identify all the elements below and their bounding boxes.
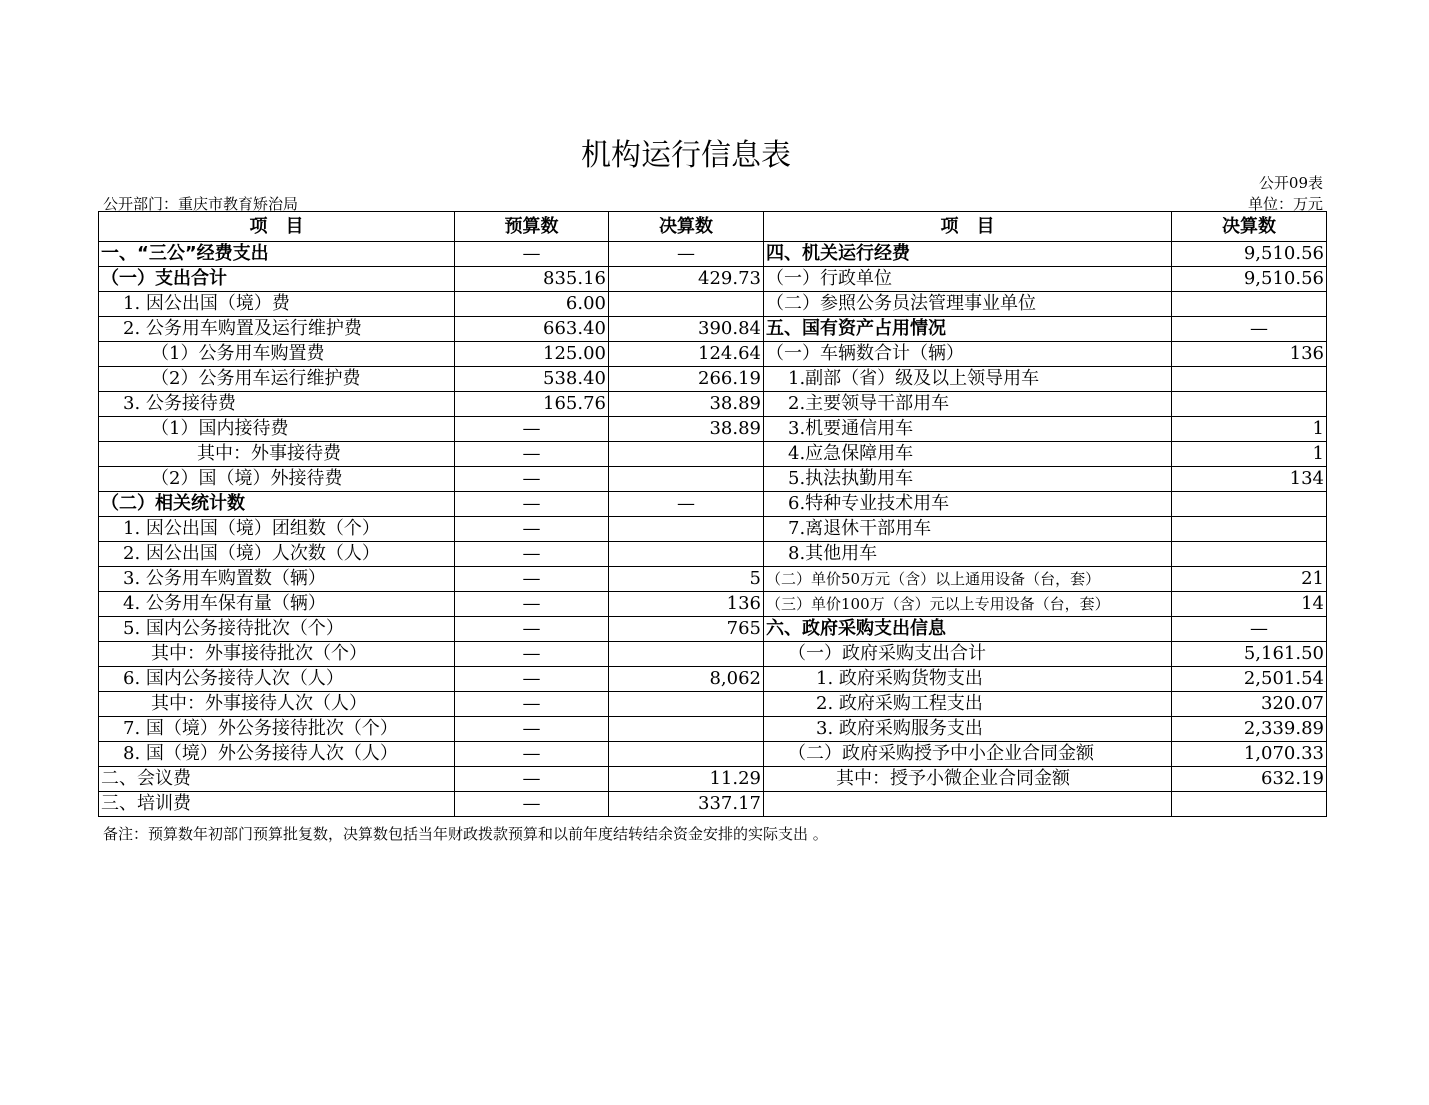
table-row [99, 717, 1327, 742]
final-right-cell: 2,501.54 [1172, 667, 1327, 692]
final-right-cell: 2,339.89 [1172, 717, 1327, 742]
final-right-cell [1172, 542, 1327, 567]
budget-cell: — [455, 592, 609, 617]
final-right-cell: — [1172, 617, 1327, 642]
budget-cell: — [455, 492, 609, 517]
item-right-cell: 2.主要领导干部用车 [764, 392, 1172, 417]
final-left-cell: 5 [609, 567, 764, 592]
budget-cell: — [455, 542, 609, 567]
item-left-cell: 5. 国内公务接待批次（个） [99, 617, 455, 642]
final-left-cell: 136 [609, 592, 764, 617]
budget-cell: 663.40 [455, 317, 609, 342]
final-left-cell: 8,062 [609, 667, 764, 692]
item-left-cell: 1. 因公出国（境）团组数（个） [99, 517, 455, 542]
table-row [99, 542, 1327, 567]
item-right-cell: 4.应急保障用车 [764, 442, 1172, 467]
item-right-cell: 1. 政府采购货物支出 [764, 667, 1172, 692]
final-left-cell: 266.19 [609, 367, 764, 392]
item-left-cell: 一、“三公”经费支出 [99, 242, 455, 267]
final-left-cell: 38.89 [609, 417, 764, 442]
final-right-cell: 134 [1172, 467, 1327, 492]
final-left-cell [609, 542, 764, 567]
final-left-cell [609, 642, 764, 667]
department-label: 公开部门：重庆市教育矫治局 [103, 195, 299, 213]
table-row [99, 617, 1327, 642]
final-left-cell [609, 717, 764, 742]
item-left-cell: 二、会议费 [99, 767, 455, 792]
item-right-cell: 5.执法执勤用车 [764, 467, 1172, 492]
budget-cell: — [455, 742, 609, 767]
budget-cell: — [455, 767, 609, 792]
table-row [99, 242, 1327, 267]
budget-cell: 165.76 [455, 392, 609, 417]
info-table [98, 211, 1327, 817]
item-right-cell: 2. 政府采购工程支出 [764, 692, 1172, 717]
item-right-cell: 3. 政府采购服务支出 [764, 717, 1172, 742]
item-right-cell: （一）政府采购支出合计 [764, 642, 1172, 667]
budget-cell: — [455, 717, 609, 742]
table-row [99, 692, 1327, 717]
final-left-cell: 390.84 [609, 317, 764, 342]
item-right-cell: 五、国有资产占用情况 [764, 317, 1172, 342]
final-left-cell: 429.73 [609, 267, 764, 292]
item-left-cell: 其中：外事接待费 [99, 442, 455, 467]
budget-cell: — [455, 667, 609, 692]
table-row [99, 392, 1327, 417]
final-right-cell: 320.07 [1172, 692, 1327, 717]
final-right-cell [1172, 367, 1327, 392]
item-left-cell: 2. 因公出国（境）人次数（人） [99, 542, 455, 567]
item-right-cell: （一）车辆数合计（辆） [764, 342, 1172, 367]
item-left-cell: 3. 公务用车购置数（辆） [99, 567, 455, 592]
budget-cell: — [455, 417, 609, 442]
item-left-cell: 4. 公务用车保有量（辆） [99, 592, 455, 617]
item-left-cell: 3. 公务接待费 [99, 392, 455, 417]
final-left-cell: 38.89 [609, 392, 764, 417]
final-right-cell [1172, 492, 1327, 517]
item-right-cell: （二）单价50万元（含）以上通用设备（台，套） [764, 567, 1172, 592]
item-right-cell: 其中：授予小微企业合同金额 [764, 767, 1172, 792]
final-left-cell: 337.17 [609, 792, 764, 817]
item-left-cell: 6. 国内公务接待人次（人） [99, 667, 455, 692]
final-right-cell [1172, 517, 1327, 542]
footnote: 备注：预算数年初部门预算批复数，决算数包括当年财政拨款预算和以前年度结转结余资金安排的实际支出 。 [103, 825, 828, 843]
final-left-cell [609, 742, 764, 767]
form-number: 公开09表 [1258, 174, 1323, 192]
header-item-right: 项 目 [764, 212, 1172, 242]
table-row [99, 767, 1327, 792]
budget-cell: 835.16 [455, 267, 609, 292]
table-row [99, 642, 1327, 667]
header-budget: 预算数 [455, 212, 609, 242]
item-left-cell: 三、培训费 [99, 792, 455, 817]
item-left-cell: （二）相关统计数 [99, 492, 455, 517]
final-left-cell [609, 517, 764, 542]
item-left-cell: 8. 国（境）外公务接待人次（人） [99, 742, 455, 767]
table-row [99, 517, 1327, 542]
table-row [99, 417, 1327, 442]
budget-cell: — [455, 467, 609, 492]
item-left-cell: （一）支出合计 [99, 267, 455, 292]
table-row [99, 667, 1327, 692]
final-left-cell [609, 442, 764, 467]
item-right-cell: （三）单价100万（含）元以上专用设备（台，套） [764, 592, 1172, 617]
final-left-cell [609, 467, 764, 492]
budget-cell: — [455, 792, 609, 817]
table-row [99, 442, 1327, 467]
final-right-cell: — [1172, 317, 1327, 342]
header-final-left: 决算数 [609, 212, 764, 242]
table-header-row [99, 212, 1327, 242]
budget-cell: — [455, 242, 609, 267]
budget-cell: 538.40 [455, 367, 609, 392]
item-left-cell: （2）公务用车运行维护费 [99, 367, 455, 392]
table-row [99, 792, 1327, 817]
budget-cell: 6.00 [455, 292, 609, 317]
final-left-cell: — [609, 242, 764, 267]
item-right-cell [764, 792, 1172, 817]
item-right-cell: 8.其他用车 [764, 542, 1172, 567]
table-row [99, 367, 1327, 392]
item-right-cell: （二）参照公务员法管理事业单位 [764, 292, 1172, 317]
budget-cell: — [455, 517, 609, 542]
final-left-cell: 124.64 [609, 342, 764, 367]
item-left-cell: 1. 因公出国（境）费 [99, 292, 455, 317]
final-right-cell: 14 [1172, 592, 1327, 617]
table-row [99, 492, 1327, 517]
final-right-cell: 9,510.56 [1172, 242, 1327, 267]
budget-cell: — [455, 642, 609, 667]
final-right-cell [1172, 292, 1327, 317]
final-right-cell: 5,161.50 [1172, 642, 1327, 667]
item-left-cell: （2）国（境）外接待费 [99, 467, 455, 492]
table-row [99, 342, 1327, 367]
item-right-cell: 六、政府采购支出信息 [764, 617, 1172, 642]
final-left-cell [609, 692, 764, 717]
item-right-cell: 7.离退休干部用车 [764, 517, 1172, 542]
final-left-cell [609, 292, 764, 317]
header-final-right: 决算数 [1172, 212, 1327, 242]
final-right-cell [1172, 392, 1327, 417]
final-right-cell: 1,070.33 [1172, 742, 1327, 767]
item-left-cell: 7. 国（境）外公务接待批次（个） [99, 717, 455, 742]
unit-label: 单位：万元 [1247, 195, 1323, 213]
item-left-cell: 2. 公务用车购置及运行维护费 [99, 317, 455, 342]
budget-cell: — [455, 442, 609, 467]
table-row [99, 317, 1327, 342]
budget-cell: — [455, 692, 609, 717]
item-right-cell: 6.特种专业技术用车 [764, 492, 1172, 517]
item-left-cell: （1）国内接待费 [99, 417, 455, 442]
final-left-cell: — [609, 492, 764, 517]
final-right-cell: 632.19 [1172, 767, 1327, 792]
item-left-cell: （1）公务用车购置费 [99, 342, 455, 367]
item-left-cell: 其中：外事接待批次（个） [99, 642, 455, 667]
budget-cell: 125.00 [455, 342, 609, 367]
budget-cell: — [455, 567, 609, 592]
item-right-cell: 1.副部（省）级及以上领导用车 [764, 367, 1172, 392]
final-right-cell: 1 [1172, 442, 1327, 467]
table-row [99, 267, 1327, 292]
final-right-cell [1172, 792, 1327, 817]
header-item-left: 项 目 [99, 212, 455, 242]
item-right-cell: 3.机要通信用车 [764, 417, 1172, 442]
final-left-cell: 765 [609, 617, 764, 642]
table-row [99, 467, 1327, 492]
final-right-cell: 1 [1172, 417, 1327, 442]
item-right-cell: （一）行政单位 [764, 267, 1172, 292]
final-right-cell: 21 [1172, 567, 1327, 592]
item-right-cell: 四、机关运行经费 [764, 242, 1172, 267]
table-row [99, 742, 1327, 767]
table-row [99, 592, 1327, 617]
final-left-cell: 11.29 [609, 767, 764, 792]
page-title: 机构运行信息表 [581, 138, 791, 173]
budget-cell: — [455, 617, 609, 642]
table-row [99, 567, 1327, 592]
final-right-cell: 136 [1172, 342, 1327, 367]
final-right-cell: 9,510.56 [1172, 267, 1327, 292]
item-right-cell: （二）政府采购授予中小企业合同金额 [764, 742, 1172, 767]
item-left-cell: 其中：外事接待人次（人） [99, 692, 455, 717]
table-row [99, 292, 1327, 317]
